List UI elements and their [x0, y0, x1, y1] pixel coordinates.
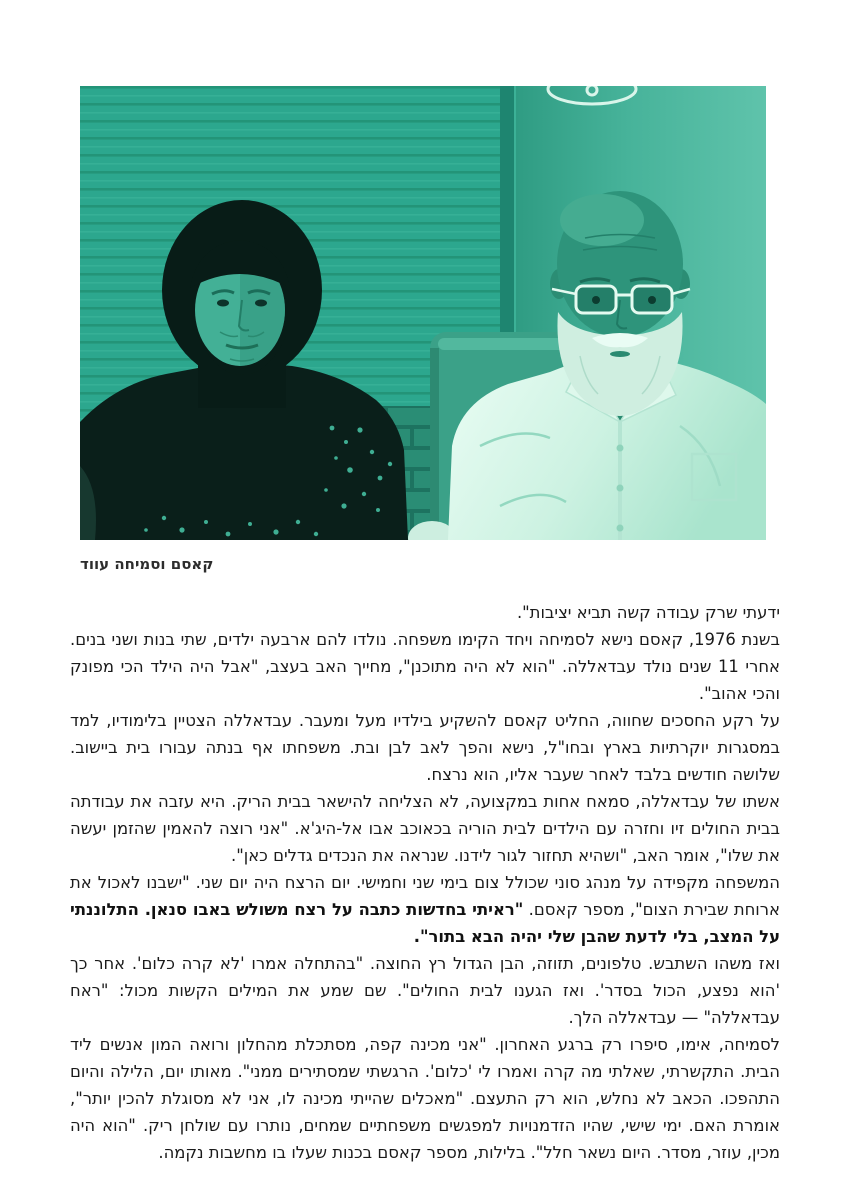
article-paragraph: ידעתי שרק עבודה קשה תביא יציבות". [516, 603, 780, 622]
duotone-photo [80, 86, 766, 540]
article-paragraph: בשנת 1976, קאסם נישא לסמיחה ויחד הקימו משפחה. נולדו להם ארבעה ילדים, שתי בנות ושני בנים. אחרי 11 שנים נולד עבדאללה. "הוא לא היה מתוכנן", מחייך האב בעצב, "אבל היה הילד הכי מפונק והכי אהוב". [70, 630, 780, 703]
photo-illustration [80, 86, 766, 540]
photo-caption: קאסם וסמיחה עווד [80, 555, 214, 573]
paragraph-text: המשפחה מקפידה על מנהג סוני שכולל צום בימי שני וחמישי. יום הרצח היה יום שני. "ישבנו לאכול את ארוחת שבירת הצום", מספר קאסם. [70, 873, 780, 919]
photo-figure [0, 86, 849, 573]
bold-quote: "ראיתי בחדשות כתבה על רצח משולש באבו סנאן. התלוננתי על המצב, בלי לדעת שהבן שלי יהיה הבא בתור". [70, 900, 780, 946]
article-paragraph: אשתו של עבדאללה, סמאח אחות במקצועה, לא הצליחה להישאר בבית הריק. היא עזבה את עבודתה בבית החולים זיו וחזרה עם הילדים לבית הוריה בכאוכב אבו אל-היג'א. "אני רוצה להאמין שהזמן יעשה את שלו", אומר האב, "ושהיא תחזור לגור לידנו. שנראה את הנכדים גדלים כאן". [70, 792, 780, 865]
article-paragraph: לסמיחה, אימו, סיפרו רק ברגע האחרון. "אני מכינה קפה, מסתכלת מהחלון ורואה המון אנשים ליד הבית. התקשרתי, שאלתי מה קרה ואמרו לי 'כלום'. הרגשתי שמסתירים ממני". מאותו יום, הלילה והיום התהפכו. הכאב לא נחלש, הוא רק התעצם. "מאכלים שהייתי מכינה לו, אני לא מסוגלת להכין יותר", אומרת האם. ימי שישי, שהיו הזדמנויות למפגשים משפחתיים שמחים, נותרו עם שולחן ריק. "הוא היה מכין, עוזר, מסדר. היום נשאר חלל". בלילות, מספר קאסם בכנות שעלו בו מחשבות נקמה. [70, 1035, 780, 1162]
article-paragraph [70, 869, 780, 950]
article-body [70, 599, 780, 1166]
article-paragraph: על רקע החסכים שחווה, החליט קאסם להשקיע בילדיו מעל ומעבר. עבדאללה הצטיין בלימודיו, למד במסגרות יוקרתיות בארץ ובחו"ל, נישא והפך לאב לבן ובת. משפחתו אף בנתה עבורו בית ביישוב. שלושה חודשים בלבד לאחר שעבר אליו, הוא נרצח. [70, 711, 780, 784]
article-paragraph: ואז משהו השתבש. טלפונים, תזוזה, הבן הגדול רץ החוצה. "בהתחלה אמרו 'לא קרה כלום'. אחר כך 'הוא נפצע, הכול בסדר'. ואז הגענו לבית החולים". שם שמע את המילים הקשות מכול: "ראח עבדאללה" — עבדאללה הלך. [70, 954, 780, 1027]
